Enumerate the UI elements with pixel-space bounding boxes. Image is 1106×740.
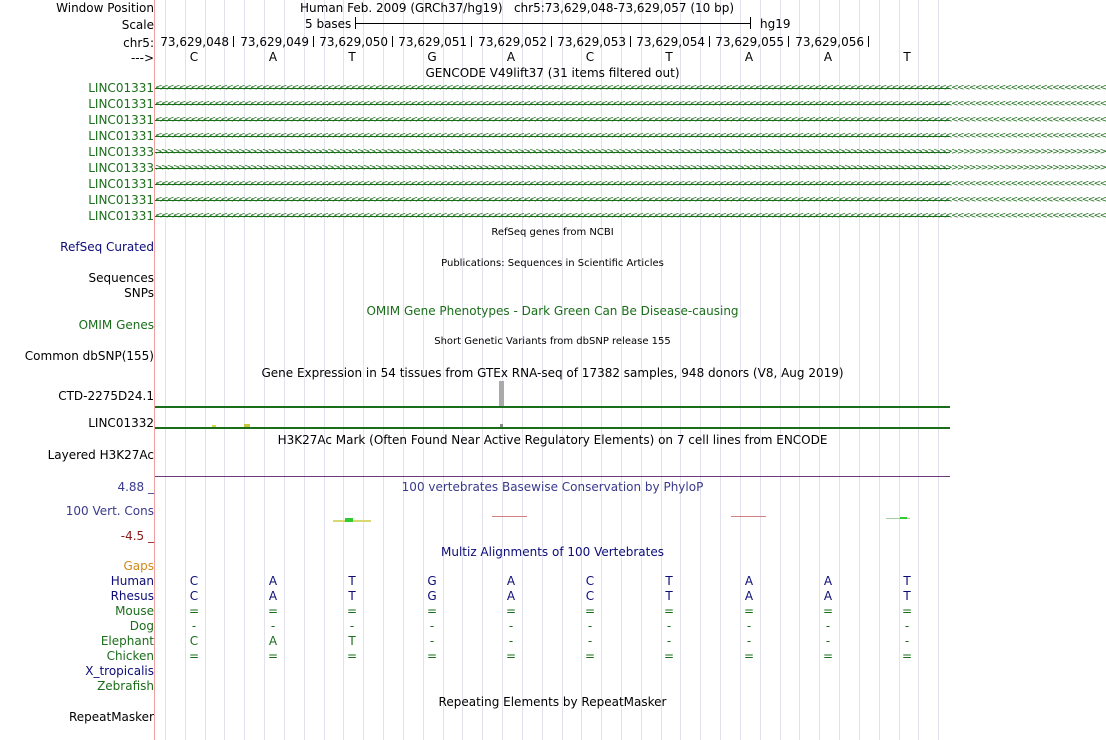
- coordinate-label: 73,629,051: [398, 35, 467, 49]
- phylop-track-title[interactable]: 100 vertebrates Basewise Conservation by PhyloP: [401, 480, 704, 494]
- gene-strand-arrows[interactable]: <<<<<<<<<<<<<<<<<<<<<<<<<<<<<<<<<<<<<<<<<<<<<<<<<<<<<<<<<<<<<<<<<<<<<<<<<<<<<<<<<<<<<<<<<<<<<<<<<<<<<<<<<<<<<<<<<<<<<<<<<<<<<<<<<<<<<<<<<<<<<<<<<<<<<<<<<<<<<<<<: [155, 131, 1106, 141]
- species-label-dog[interactable]: Dog: [129, 619, 154, 633]
- publications-track-title[interactable]: Publications: Sequences in Scientific Articles: [441, 258, 664, 269]
- alignment-base: -: [587, 634, 593, 648]
- alignment-base: =: [663, 649, 675, 663]
- window-position-value: Human Feb. 2009 (GRCh37/hg19) chr5:73,629,048-73,629,057 (10 bp): [300, 1, 735, 15]
- phylop-signal-1-peak: [345, 518, 353, 522]
- coordinate-tick: [709, 36, 710, 47]
- phylop-signal-3: [731, 516, 766, 517]
- gene-strand-arrows[interactable]: >>>>>>>>>>>>>>>>>>>>>>>>>>>>>>>>>>>>>>>>>>>>>>>>>>>>>>>>>>>>>>>>>>>>>>>>>>>>>>>>>>>>>>>>>>>>>>>>>>>>>>>>>>>>>>>>>>>>>>>>>>>>>>>>>>>>>>>>>>>>>>>>>>>>>>>>>>>>>>>>: [155, 163, 1106, 173]
- alignment-base: T: [903, 574, 911, 588]
- gene-strand-arrows[interactable]: <<<<<<<<<<<<<<<<<<<<<<<<<<<<<<<<<<<<<<<<<<<<<<<<<<<<<<<<<<<<<<<<<<<<<<<<<<<<<<<<<<<<<<<<<<<<<<<<<<<<<<<<<<<<<<<<<<<<<<<<<<<<<<<<<<<<<<<<<<<<<<<<<<<<<<<<<<<<<<<<: [155, 195, 1106, 205]
- coordinate-label: 73,629,054: [636, 35, 705, 49]
- alignment-base: -: [508, 619, 514, 633]
- coordinate-tick: [233, 36, 234, 47]
- alignment-base: =: [822, 604, 834, 618]
- window-position-label: Window Position: [56, 1, 154, 15]
- alignment-base: A: [823, 574, 833, 588]
- phylop-min: -4.5 _: [120, 529, 154, 543]
- h3k27ac-baseline: [155, 476, 950, 477]
- omim-track-title[interactable]: OMIM Gene Phenotypes - Dark Green Can Be Disease-causing: [366, 304, 739, 318]
- alignment-base: -: [270, 619, 276, 633]
- coordinate-tick: [788, 36, 789, 47]
- dbsnp-label[interactable]: Common dbSNP(155): [24, 349, 154, 363]
- omim-label[interactable]: OMIM Genes: [78, 318, 154, 332]
- phylop-label[interactable]: 100 Vert. Cons: [65, 504, 154, 518]
- alignment-base: =: [188, 649, 200, 663]
- alignment-base: C: [585, 589, 595, 603]
- alignment-base: =: [901, 604, 913, 618]
- coordinate-tick: [471, 36, 472, 47]
- alignment-base: -: [904, 619, 910, 633]
- alignment-base: =: [346, 649, 358, 663]
- alignment-base: -: [904, 634, 910, 648]
- phylop-signal-2: [492, 516, 527, 517]
- alignment-base: =: [267, 649, 279, 663]
- alignment-base: =: [584, 604, 596, 618]
- gene-strand-arrows[interactable]: <<<<<<<<<<<<<<<<<<<<<<<<<<<<<<<<<<<<<<<<<<<<<<<<<<<<<<<<<<<<<<<<<<<<<<<<<<<<<<<<<<<<<<<<<<<<<<<<<<<<<<<<<<<<<<<<<<<<<<<<<<<<<<<<<<<<<<<<<<<<<<<<<<<<<<<<<<<<<<<<: [155, 99, 1106, 109]
- gene-strand-arrows[interactable]: <<<<<<<<<<<<<<<<<<<<<<<<<<<<<<<<<<<<<<<<<<<<<<<<<<<<<<<<<<<<<<<<<<<<<<<<<<<<<<<<<<<<<<<<<<<<<<<<<<<<<<<<<<<<<<<<<<<<<<<<<<<<<<<<<<<<<<<<<<<<<<<<<<<<<<<<<<<<<<<<: [155, 115, 1106, 125]
- alignment-base: =: [743, 604, 755, 618]
- alignment-base: -: [746, 634, 752, 648]
- gene-label-linc01331[interactable]: LINC01331: [88, 113, 154, 127]
- scale-bar-right-cap: [750, 17, 751, 29]
- gene-label-linc01331[interactable]: LINC01331: [88, 193, 154, 207]
- scale-bar-left-cap: [355, 17, 356, 29]
- alignment-base: =: [505, 649, 517, 663]
- dbsnp-track-title[interactable]: Short Genetic Variants from dbSNP release 155: [434, 336, 671, 347]
- h3k27ac-label[interactable]: Layered H3K27Ac: [47, 448, 154, 462]
- alignment-base: =: [188, 604, 200, 618]
- species-label-zebrafish[interactable]: Zebrafish: [97, 679, 154, 693]
- multiz-gaps-label: Gaps: [123, 559, 154, 573]
- alignment-base: A: [268, 574, 278, 588]
- coordinate-label: 73,629,050: [319, 35, 388, 49]
- gtex-track-title[interactable]: Gene Expression in 54 tissues from GTEx RNA-seq of 17382 samples, 948 donors (V8, Aug 2019): [261, 366, 844, 380]
- gtex-baseline-linc01332: [155, 427, 950, 429]
- scale-label: Scale: [121, 18, 154, 32]
- scale-assembly: hg19: [760, 17, 791, 31]
- chrom-label: chr5:: [123, 36, 154, 50]
- alignment-base: T: [665, 574, 673, 588]
- coordinate-label: 73,629,048: [160, 35, 229, 49]
- alignment-base: A: [268, 589, 278, 603]
- scale-bar: [355, 23, 750, 24]
- alignment-base: -: [666, 634, 672, 648]
- reference-base: A: [268, 50, 278, 64]
- repeatmasker-label[interactable]: RepeatMasker: [68, 710, 154, 724]
- alignment-base: =: [584, 649, 596, 663]
- gtex-label-linc01332[interactable]: LINC01332: [88, 416, 154, 430]
- reference-base: G: [427, 50, 437, 64]
- alignment-base: C: [189, 589, 199, 603]
- alignment-base: A: [506, 574, 516, 588]
- phylop-max: 4.88 _: [117, 480, 154, 494]
- alignment-base: =: [267, 604, 279, 618]
- coordinate-label: 73,629,053: [557, 35, 626, 49]
- coordinate-label: 73,629,049: [240, 35, 309, 49]
- gtex-bar-ctd: [499, 381, 504, 406]
- refseq-label[interactable]: RefSeq Curated: [60, 240, 154, 254]
- alignment-base: -: [191, 619, 197, 633]
- publications-snps-label[interactable]: SNPs: [124, 286, 154, 300]
- alignment-base: T: [348, 589, 356, 603]
- gene-label-linc01333[interactable]: LINC01333: [88, 145, 154, 159]
- gene-label-linc01331[interactable]: LINC01331: [88, 129, 154, 143]
- alignment-base: A: [744, 574, 754, 588]
- coordinate-label: 73,629,052: [478, 35, 547, 49]
- gene-strand-arrows[interactable]: <<<<<<<<<<<<<<<<<<<<<<<<<<<<<<<<<<<<<<<<<<<<<<<<<<<<<<<<<<<<<<<<<<<<<<<<<<<<<<<<<<<<<<<<<<<<<<<<<<<<<<<<<<<<<<<<<<<<<<<<<<<<<<<<<<<<<<<<<<<<<<<<<<<<<<<<<<<<<<<<: [155, 211, 1106, 221]
- reference-base: A: [744, 50, 754, 64]
- alignment-base: T: [348, 634, 356, 648]
- alignment-base: =: [426, 604, 438, 618]
- reference-base: T: [903, 50, 911, 64]
- gene-strand-arrows[interactable]: <<<<<<<<<<<<<<<<<<<<<<<<<<<<<<<<<<<<<<<<<<<<<<<<<<<<<<<<<<<<<<<<<<<<<<<<<<<<<<<<<<<<<<<<<<<<<<<<<<<<<<<<<<<<<<<<<<<<<<<<<<<<<<<<<<<<<<<<<<<<<<<<<<<<<<<<<<<<<<<<: [155, 83, 1106, 93]
- species-label-rhesus[interactable]: Rhesus: [110, 589, 154, 603]
- alignment-base: -: [825, 619, 831, 633]
- alignment-base: =: [743, 649, 755, 663]
- species-label-mouse[interactable]: Mouse: [115, 604, 154, 618]
- publications-sequences-label[interactable]: Sequences: [88, 271, 154, 285]
- multiz-track-title[interactable]: Multiz Alignments of 100 Vertebrates: [440, 545, 665, 559]
- alignment-base: G: [427, 574, 437, 588]
- gene-label-linc01331[interactable]: LINC01331: [88, 209, 154, 223]
- alignment-base: T: [348, 574, 356, 588]
- phylop-signal-4-peak: [900, 517, 907, 519]
- alignment-base: -: [508, 634, 514, 648]
- alignment-base: -: [429, 619, 435, 633]
- reference-base: A: [823, 50, 833, 64]
- coordinate-tick: [551, 36, 552, 47]
- alignment-base: T: [903, 589, 911, 603]
- alignment-base: -: [429, 634, 435, 648]
- gtex-label-ctd[interactable]: CTD-2275D24.1: [58, 389, 154, 403]
- alignment-base: A: [268, 634, 278, 648]
- scale-bases: 5 bases: [305, 17, 352, 31]
- alignment-base: =: [822, 649, 834, 663]
- gene-label-linc01331[interactable]: LINC01331: [88, 97, 154, 111]
- coordinate-tick: [630, 36, 631, 47]
- species-label-human[interactable]: Human: [110, 574, 154, 588]
- gene-strand-arrows[interactable]: <<<<<<<<<<<<<<<<<<<<<<<<<<<<<<<<<<<<<<<<<<<<<<<<<<<<<<<<<<<<<<<<<<<<<<<<<<<<<<<<<<<<<<<<<<<<<<<<<<<<<<<<<<<<<<<<<<<<<<<<<<<<<<<<<<<<<<<<<<<<<<<<<<<<<<<<<<<<<<<<: [155, 179, 1106, 189]
- alignment-base: C: [189, 574, 199, 588]
- gene-label-linc01333[interactable]: LINC01333: [88, 161, 154, 175]
- alignment-base: =: [663, 604, 675, 618]
- alignment-base: =: [901, 649, 913, 663]
- reference-base: C: [585, 50, 595, 64]
- gene-label-linc01331[interactable]: LINC01331: [88, 177, 154, 191]
- coordinate-tick: [313, 36, 314, 47]
- alignment-base: =: [426, 649, 438, 663]
- reference-base: C: [189, 50, 199, 64]
- alignment-base: -: [825, 634, 831, 648]
- alignment-base: -: [666, 619, 672, 633]
- alignment-base: T: [665, 589, 673, 603]
- alignment-base: C: [585, 574, 595, 588]
- alignment-base: -: [349, 619, 355, 633]
- strand-label: --->: [130, 51, 154, 65]
- gtex-baseline-ctd: [155, 406, 950, 408]
- reference-base: A: [506, 50, 516, 64]
- alignment-base: A: [823, 589, 833, 603]
- alignment-base: G: [427, 589, 437, 603]
- h3k27ac-track-title[interactable]: H3K27Ac Mark (Often Found Near Active Regulatory Elements) on 7 cell lines from ENCODE: [277, 433, 828, 447]
- species-label-x-tropicalis[interactable]: X_tropicalis: [85, 664, 154, 678]
- species-label-chicken[interactable]: Chicken: [106, 649, 154, 663]
- alignment-base: C: [189, 634, 199, 648]
- gene-strand-arrows[interactable]: >>>>>>>>>>>>>>>>>>>>>>>>>>>>>>>>>>>>>>>>>>>>>>>>>>>>>>>>>>>>>>>>>>>>>>>>>>>>>>>>>>>>>>>>>>>>>>>>>>>>>>>>>>>>>>>>>>>>>>>>>>>>>>>>>>>>>>>>>>>>>>>>>>>>>>>>>>>>>>>>: [155, 147, 1106, 157]
- alignment-base: =: [346, 604, 358, 618]
- alignment-base: -: [587, 619, 593, 633]
- species-label-elephant[interactable]: Elephant: [100, 634, 154, 648]
- coordinate-tick: [392, 36, 393, 47]
- refseq-track-title[interactable]: RefSeq genes from NCBI: [491, 227, 614, 238]
- alignment-base: =: [505, 604, 517, 618]
- gencode-track-title[interactable]: GENCODE V49lift37 (31 items filtered out): [425, 66, 680, 80]
- alignment-base: A: [506, 589, 516, 603]
- repeatmasker-track-title[interactable]: Repeating Elements by RepeatMasker: [438, 695, 667, 709]
- alignment-base: -: [746, 619, 752, 633]
- coordinate-label: 73,629,055: [715, 35, 784, 49]
- coordinate-tick: [868, 36, 869, 47]
- gene-label-linc01331[interactable]: LINC01331: [88, 81, 154, 95]
- coordinate-label: 73,629,056: [795, 35, 864, 49]
- reference-base: T: [348, 50, 356, 64]
- alignment-base: A: [744, 589, 754, 603]
- reference-base: T: [665, 50, 673, 64]
